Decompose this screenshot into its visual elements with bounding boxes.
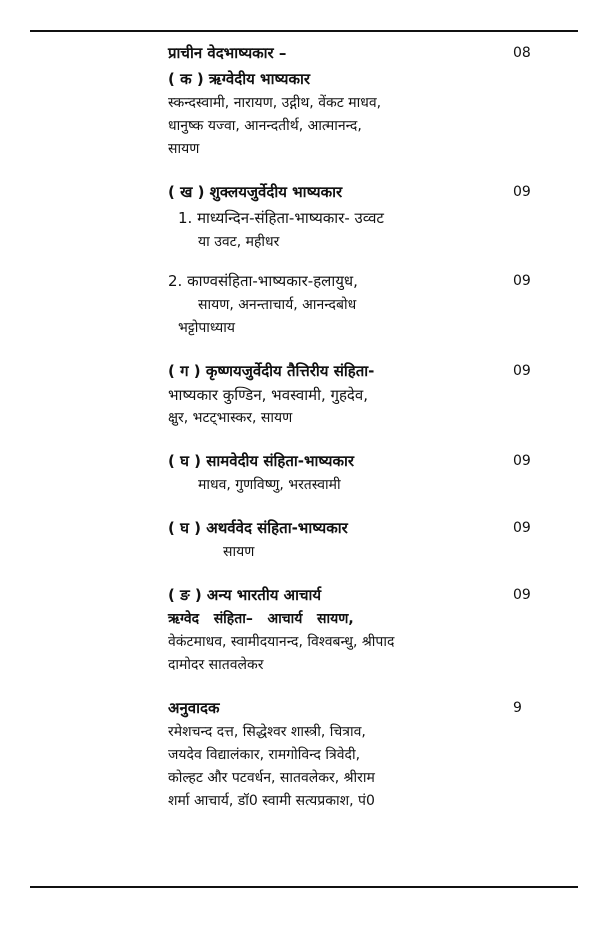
- section-krishna-yajurveda: [168, 358, 531, 430]
- section-title: ( घ ) सामवेदीय संहिता-भाष्यकार: [168, 452, 354, 470]
- body-line: सायण, अनन्ताचार्य, आनन्दबोध: [198, 297, 357, 313]
- body-line: शर्मा आचार्य, डॉ0 स्वामी सत्यप्रकाश, पं0: [168, 793, 375, 809]
- page-number: 09: [513, 273, 531, 289]
- page-number: 09: [513, 520, 531, 536]
- body-line: भाष्यकार कुण्डिन, भवस्वामी, गुहदेव,: [168, 386, 368, 404]
- body-line: माधव, गुणविष्णु, भरतस्वामी: [198, 477, 341, 493]
- page-number: 09: [513, 453, 531, 469]
- body-line: सायण: [223, 544, 255, 560]
- section-samaveda: [168, 448, 531, 497]
- list-item: 2. काण्वसंहिता-भाष्यकार-हलायुध,: [168, 272, 358, 290]
- top-rule: [30, 30, 578, 32]
- section-title: प्राचीन वेदभाष्यकार –: [168, 44, 287, 62]
- body-line: सायण: [168, 141, 200, 157]
- toc-content: [168, 40, 531, 831]
- body-line: या उवट, महीधर: [198, 234, 280, 250]
- page-number: 09: [513, 363, 531, 379]
- page-number: 09: [513, 587, 531, 603]
- section-title: ( ख ) शुक्लयजुर्वेदीय भाष्यकार: [168, 183, 343, 201]
- section-ancient-commentators: [168, 40, 531, 161]
- list-item: 1. माध्यन्दिन-संहिता-भाष्यकार- उव्वट: [178, 209, 384, 227]
- body-line: धानुष्क यज्वा, आनन्दतीर्थ, आत्मानन्द,: [168, 118, 362, 134]
- body-line: भट्टोपाध्याय: [178, 320, 236, 336]
- section-translators: [168, 695, 522, 813]
- section-other-indian-acharyas: [168, 582, 531, 677]
- section-atharvaveda: [168, 515, 531, 564]
- body-line: रमेशचन्द दत्त, सिद्धेश्वर शास्त्री, चित्राव,: [168, 724, 366, 740]
- section-title: ( ग ) कृष्णयजुर्वेदीय तैत्तिरीय संहिता-: [168, 362, 375, 380]
- page-number: 08: [513, 45, 531, 61]
- body-line: कोल्हट और पटवर्धन, सातवलेकर, श्रीराम: [168, 770, 375, 786]
- page-number: 09: [513, 184, 531, 200]
- section-title: ( घ ) अथर्ववेद संहिता-भाष्यकार: [168, 519, 348, 537]
- body-line: दामोदर सातवलेकर: [168, 657, 264, 673]
- body-line: जयदेव विद्यालंकार, रामगोविन्द त्रिवेदी,: [168, 747, 361, 763]
- bottom-rule: [30, 886, 578, 888]
- body-line: स्कन्दस्वामी, नारायण, उद्गीथ, वेंकट माधव,: [168, 95, 382, 111]
- section-shukla-yajurveda: [168, 179, 531, 340]
- page-number: 9: [513, 700, 522, 716]
- body-line: वेकंटमाधव, स्वामीदयानन्द, विश्वबन्धु, श्रीपाद: [168, 634, 395, 650]
- section-title: अनुवादक: [168, 699, 220, 717]
- subsection-title: ( क ) ऋग्वेदीय भाष्यकार: [168, 70, 311, 88]
- body-line: क्षुर, भटट्भास्कर, सायण: [168, 410, 293, 426]
- section-title: ( ङ ) अन्य भारतीय आचार्य: [168, 586, 322, 604]
- body-line: ऋग्वेद संहिता– आचार्य सायण,: [168, 611, 354, 627]
